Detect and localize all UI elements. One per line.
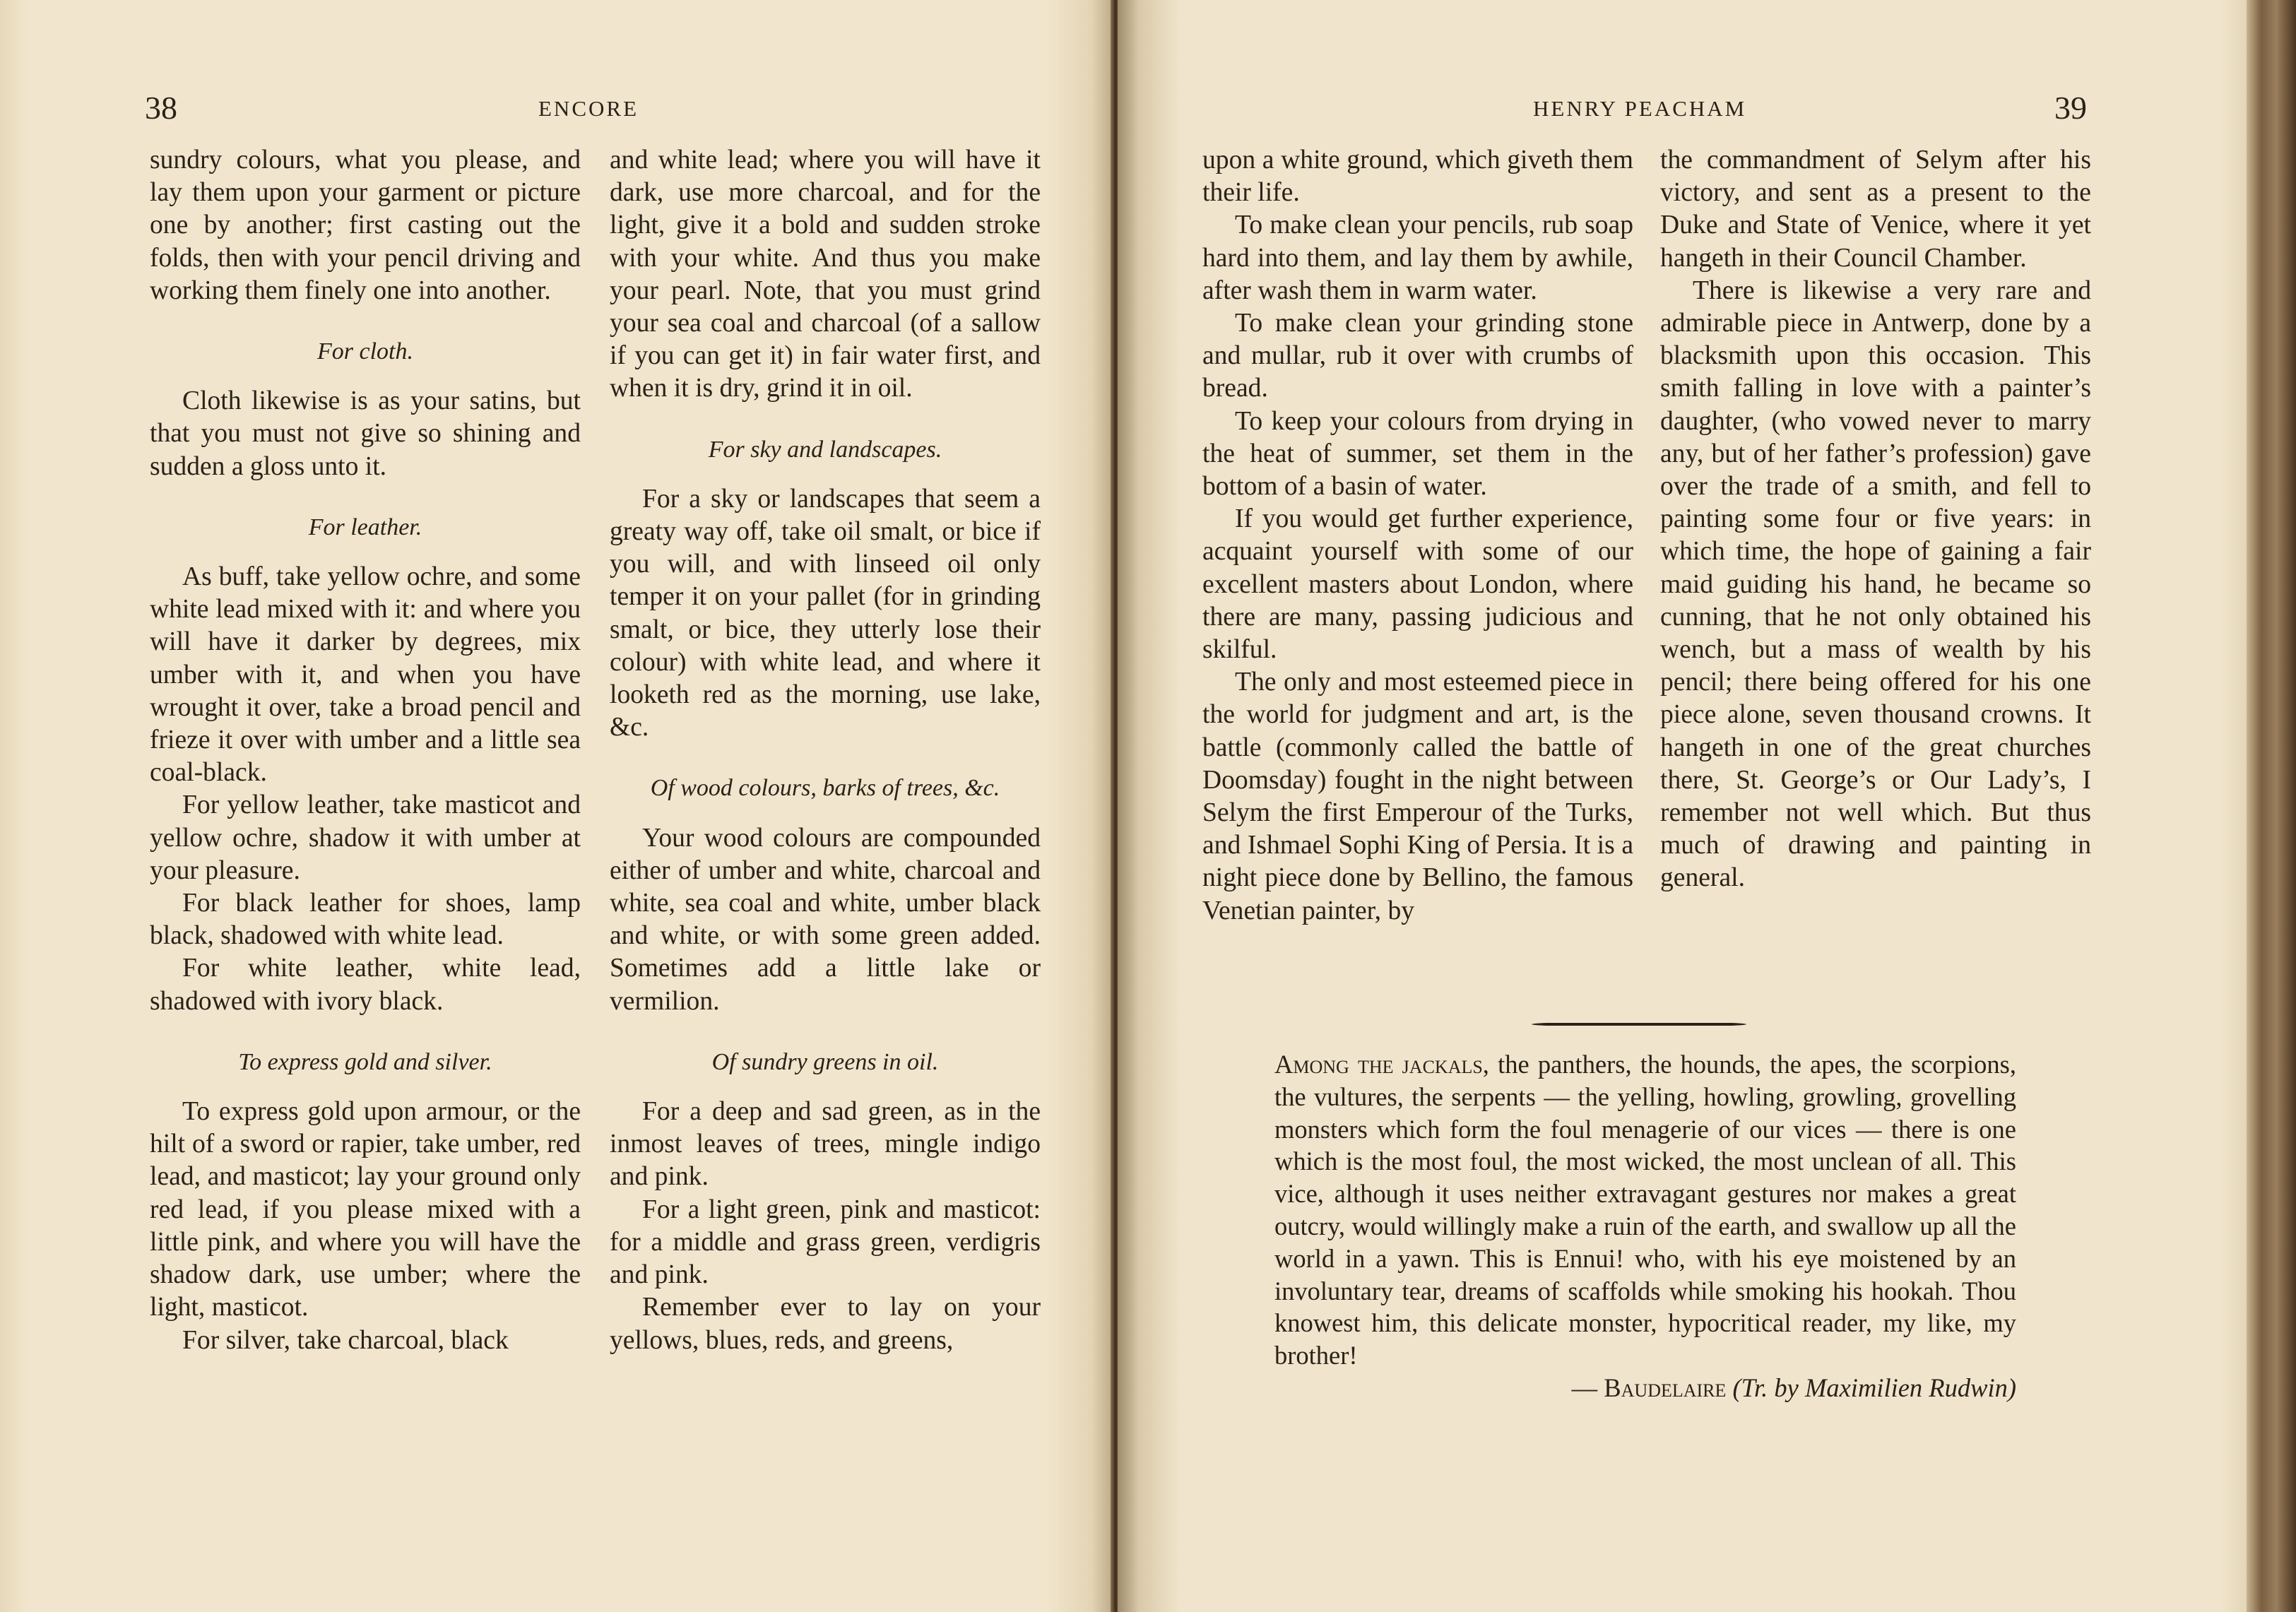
left-column-2 [610,144,1041,1357]
paragraph: For white leather, white lead, shadowed with ivory black. [150,954,581,1016]
running-head: ENCORE [538,96,639,121]
section-subheading: For leather. [308,514,422,540]
attribution-author: Baudelaire [1604,1373,1727,1402]
paragraph: For a deep and sad green, as in the inmost leaves of trees, mingle indigo and pink. [610,1097,1041,1192]
paragraph: To express gold upon armour, or the hilt of a sword or rapier, take umber, red lead, and masticot; lay your ground only red lead, if you please mixed with a little pink, and where you will have the shadow dark, use umber; where the light, masticot. [150,1097,581,1322]
paragraph: For a light green, pink and masticot: for a middle and grass green, verdigris and pink. [610,1195,1041,1290]
paragraph: As buff, take yellow ochre, and some white lead mixed with it: and where you will have it darker by degrees, mix umber with it, and when you have wrought it over, take a broad pencil and frieze it over with umber and a little sea coal-black. [150,562,581,788]
attribution-dash: — [1571,1373,1604,1402]
paragraph: For silver, take charcoal, black [182,1325,509,1355]
left-page [0,0,1115,1612]
paragraph: For a sky or landscapes that seem a greaty way off, take oil smalt, or bice if you will, and with linseed oil only temper it on your pallet (for in grinding smalt, or bice, they utterly lose their colour) with white lead, and where it looketh red as the morning, use lake, &c. [610,484,1041,742]
paragraph: For yellow leather, take masticot and yellow ochre, shadow it with umber at your pleasure. [150,790,581,885]
paragraph: The only and most esteemed piece in the world for judgment and art, is the battle (commonly called the battle of Doomsday) fought in the night between Selym the first Emperour of the Turks, and Ishmael Sophi King of Persia. It is a night piece done by Bellino, the famous Venetian painter, by [1202,668,1633,925]
paragraph: To make clean your grinding stone and mullar, rub it over with crumbs of bread. [1202,309,1633,403]
section-subheading: Of sundry greens in oil. [711,1048,939,1075]
quotation-attribution [1274,1372,2016,1404]
paragraph: upon a white ground, which giveth them their life. [1202,146,1633,208]
paragraph: To keep your colours from drying in the heat of summer, set them in the bottom of a basin of water. [1202,406,1633,502]
quotation-text [1274,1048,2016,1372]
section-subheading: Of wood colours, barks of trees, &c. [650,775,1000,802]
paragraph: There is likewise a very rare and admirable piece in Antwerp, done by a blacksmith upon this occasion. This smith falling in love with a painter’s daughter, (who vowed never to marry any, but of her father’s profession) gave over the trade of a smith, and fell to painting some four or five years: in which time, the hope of gaining a fair maid guiding his hand, he became so cunning, that he not only obtained his wench, but a mass of wealth by his pencil; there being offered for his one piece alone, seven thousand crowns. It hangeth in one of the great churches there, St. George’s or Our Lady’s, I remember not well which. But thus much of drawing and painting in general. [1660,275,2091,893]
section-subheading: To express gold and silver. [238,1048,492,1075]
right-column-1 [1202,144,1633,928]
paragraph: Cloth likewise is as your satins, but that you must not give so shining and sudden a gloss unto it. [150,386,581,481]
page-number: 39 [2054,90,2087,126]
paragraph: Your wood colours are compounded either of umber and white, charcoal and white, sea coal and white, umber black and white, or with some green added. Sometimes add a little lake or vermilion. [610,823,1041,1016]
section-subheading: For sky and landscapes. [708,436,942,463]
paragraph: the commandment of Selym after his victory, and sent as a present to the Duke and State of Venice, where it yet hangeth in their Council Chamber. [1660,146,2091,273]
book-page-edge [2247,0,2296,1612]
paragraph: Remember ever to lay on your yellows, blues, reds, and greens, [610,1293,1041,1355]
quotation-lead: Among the jackals, [1274,1050,1489,1079]
quotation-body: the panthers, the hounds, the apes, the scorpions, the vultures, the serpents — the yelling, howling, growling, grovelling monsters which form the foul menagerie of our vices — there is one which is the most foul, the most wicked, the most unclean of all. This vice, although it uses neither extravagant gestures nor makes a great outcry, would willingly make a ruin of the earth, and swallow up all the world in a yawn. This is Ennui! who, with his eye moistened by an involuntary tear, dreams of scaffolds while smoking his hookah. Thou knowest him, this delicate monster, hypocritical reader, my like, my brother! [1274,1050,2016,1370]
paragraph: If you would get further experience, acquaint yourself with some of our excellent masters about London, where there are many, passing judicious and skilful. [1202,504,1633,665]
page-number: 38 [145,90,177,126]
paragraph: To make clean your pencils, rub soap hard into them, and lay them by awhile, after wash them in warm water. [1202,211,1633,305]
section-subheading: For cloth. [317,338,413,365]
running-head: HENRY PEACHAM [1533,96,1747,121]
attribution-translator: (Tr. by Maximilien Rudwin) [1732,1373,2016,1402]
baudelaire-quotation [1274,1048,2016,1404]
left-column-1 [150,144,581,1357]
paragraph: and white lead; where you will have it dark, use more charcoal, and for the light, give it a bold and sudden stroke with your white. And thus you make your pearl. Note, that you must grind your sea coal and charcoal (of a sallow if you can get it) in fair water first, and when it is dry, grind it in oil. [610,146,1041,403]
paragraph: sundry colours, what you please, and lay them upon your garment or picture one by another; first casting out the folds, then with your pencil driving and working them finely one into another. [150,146,581,305]
paragraph: For black leather for shoes, lamp black, shadowed with white lead. [150,889,581,951]
section-divider-rule [1532,1021,1746,1027]
right-column-2 [1660,144,2091,895]
